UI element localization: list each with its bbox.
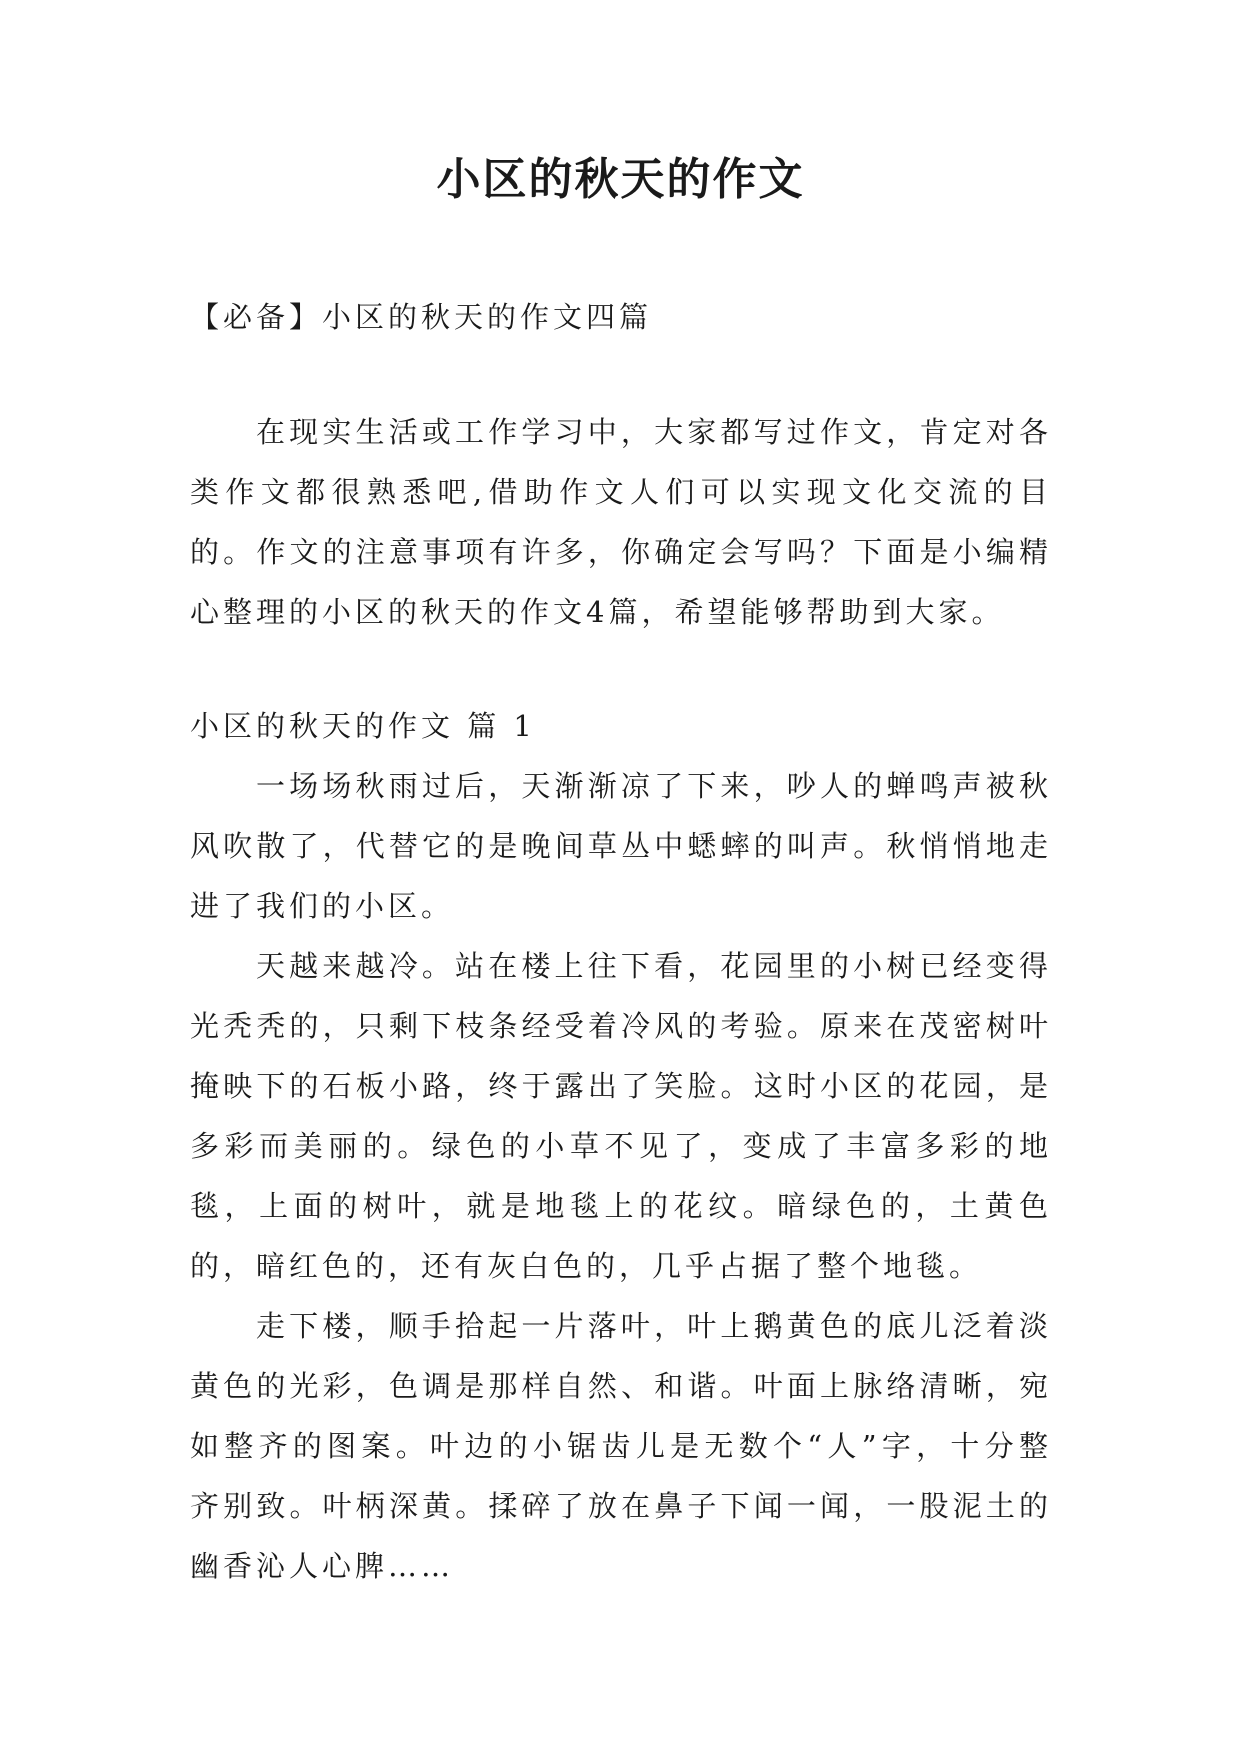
article-body bbox=[190, 756, 1052, 1596]
document-title: 小区的秋天的作文 bbox=[436, 154, 805, 205]
intro-paragraph bbox=[190, 402, 1052, 642]
article-paragraph: 走下楼，顺手拾起一片落叶，叶上鹅黄色的底儿泛着淡黄色的光彩，色调是那样自然、和谐。叶面上脉络清晰，宛如整齐的图案。叶边的小锯齿儿是无数个“人”字，十分整齐别致。叶柄深黄。揉碎了放在鼻子下闻一闻，一股泥土的幽香沁人心脾…… bbox=[190, 1309, 1052, 1583]
article-paragraph: 天越来越冷。站在楼上往下看，花园里的小树已经变得光秃秃的，只剩下枝条经受着冷风的考验。原来在茂密树叶掩映下的石板小路，终于露出了笑脸。这时小区的花园，是多彩而美丽的。绿色的小草不见了，变成了丰富多彩的地毯，上面的树叶，就是地毯上的花纹。暗绿色的，土黄色的，暗红色的，还有灰白色的，几乎占据了整个地毯。 bbox=[190, 949, 1052, 1283]
intro-text: 在现实生活或工作学习中，大家都写过作文，肯定对各类作文都很熟悉吧,借助作文人们可以实现文化交流的目的。作文的注意事项有许多，你确定会写吗？下面是小编精心整理的小区的秋天的作文4篇，希望能够帮助到大家。 bbox=[190, 415, 1052, 629]
section-heading: 小区的秋天的作文 篇 1 bbox=[190, 709, 536, 743]
article-paragraph: 一场场秋雨过后，天渐渐凉了下来，吵人的蝉鸣声被秋风吹散了，代替它的是晚间草丛中蟋蟀的叫声。秋悄悄地走进了我们的小区。 bbox=[190, 769, 1052, 923]
document-subtitle: 【必备】小区的秋天的作文四篇 bbox=[190, 300, 653, 334]
